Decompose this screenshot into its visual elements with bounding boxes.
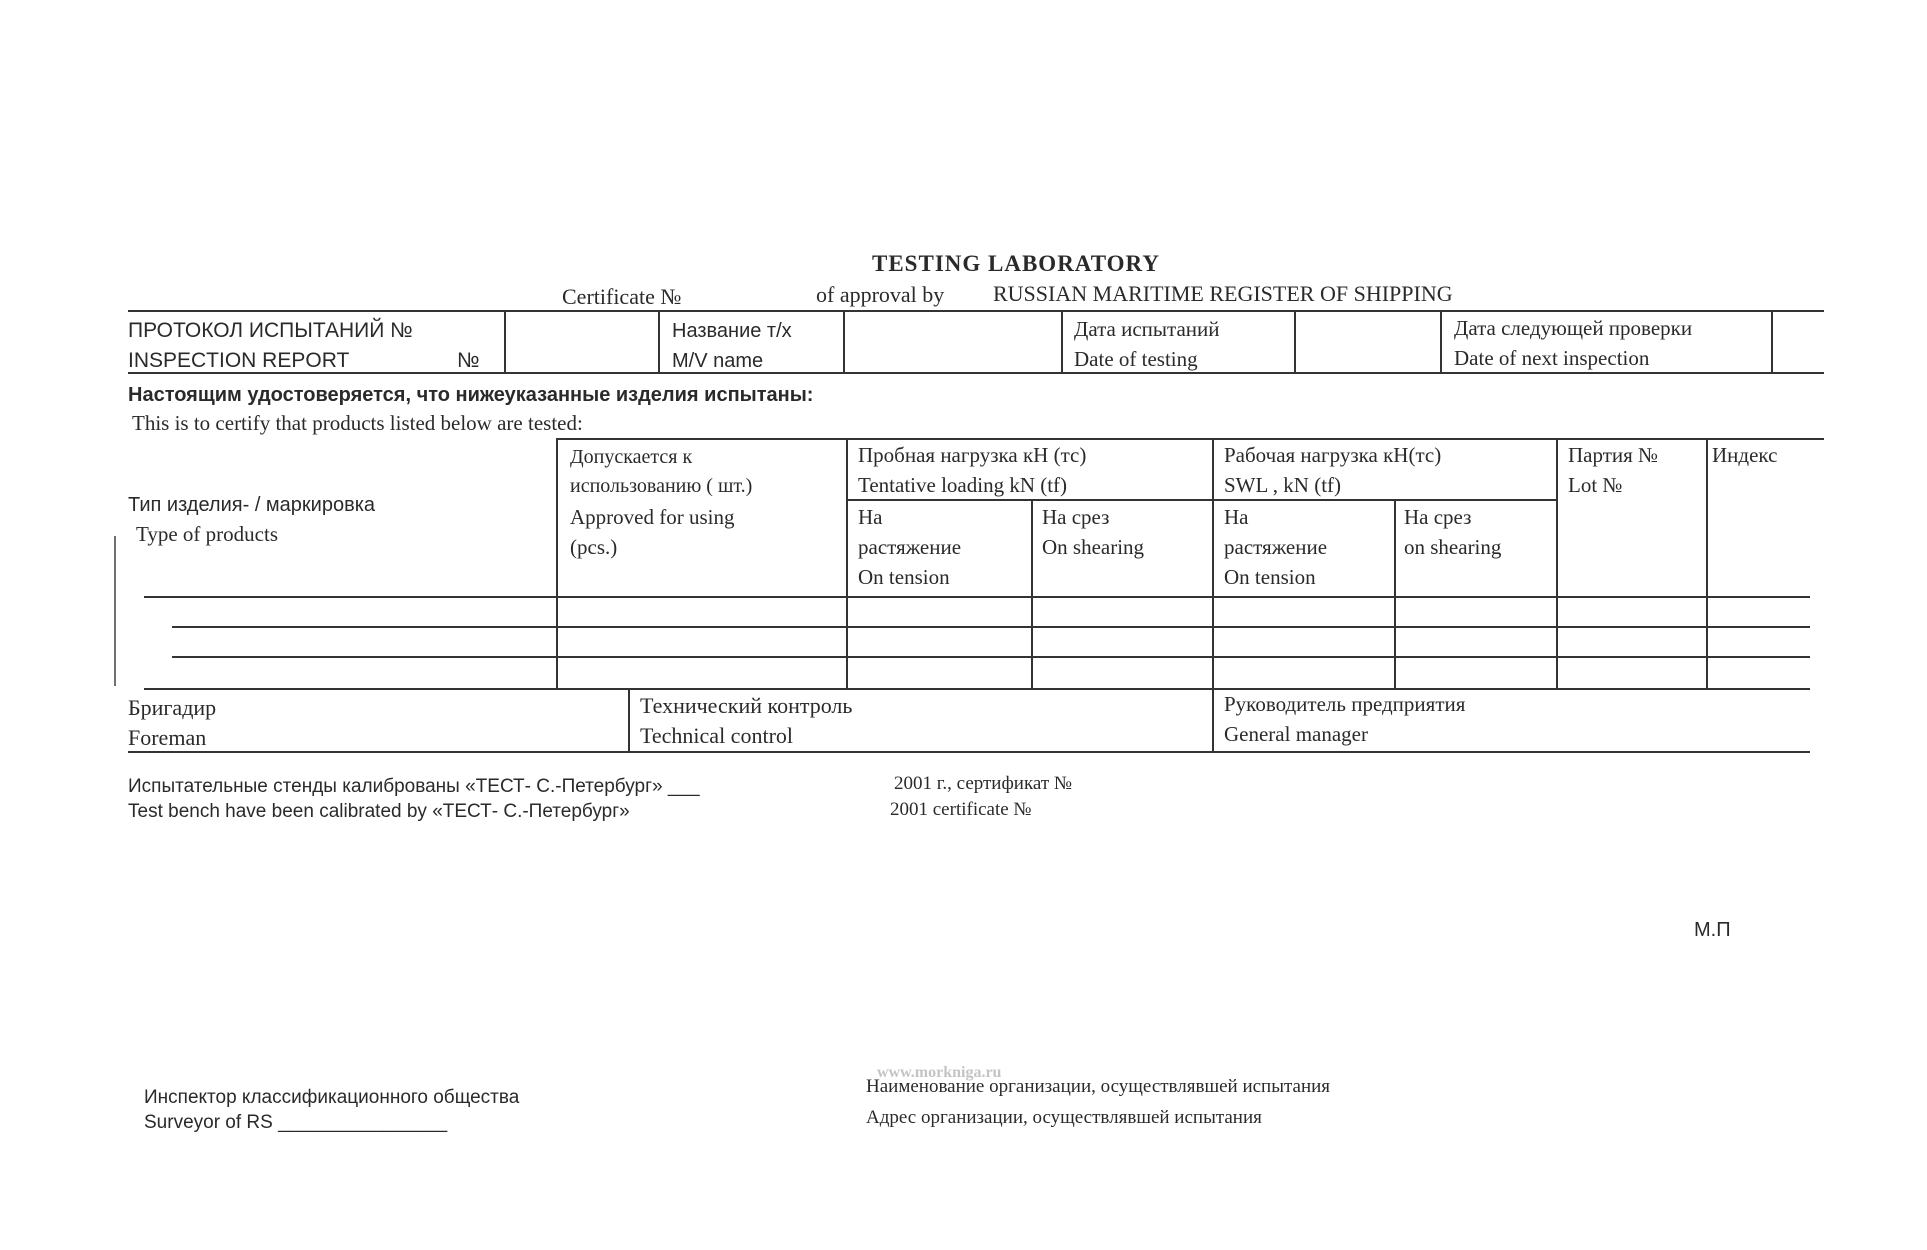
- tentative-header-ru: Пробная нагрузка кН (тс): [858, 443, 1087, 467]
- report-label-en: INSPECTION REPORT: [128, 349, 350, 372]
- top-row-divider: [1294, 312, 1296, 372]
- test-date-label-en: Date of testing: [1074, 347, 1198, 371]
- next-inspection-label-ru: Дата следующей проверки: [1454, 316, 1693, 340]
- table-column-divider: [1212, 438, 1214, 688]
- signature-divider: [1212, 690, 1214, 751]
- surveyor-label-ru: Инспектор классификационного общества: [144, 1087, 520, 1108]
- table-left-border: [114, 536, 116, 686]
- stamp-place: М.П: [1694, 919, 1731, 941]
- org-name-label: Наименование организации, осуществлявшей испытания: [866, 1076, 1331, 1097]
- type-header-en: Type of products: [136, 522, 278, 546]
- table-row-line: [172, 656, 1810, 658]
- report-label-ru: ПРОТОКОЛ ИСПЫТАНИЙ №: [128, 319, 413, 342]
- vessel-label-ru: Название т/х: [672, 320, 792, 342]
- org-address-label: Адрес организации, осуществлявшей испытания: [866, 1107, 1262, 1128]
- calibration-cert-en: 2001 certificate №: [890, 799, 1032, 820]
- tentative-shear-en: On shearing: [1042, 535, 1145, 559]
- calibration-ru: Испытательные стенды калиброваны «ТЕСТ- С.-Петербург» ___: [128, 776, 700, 797]
- approved-header-en-2: (pcs.): [570, 535, 618, 559]
- certify-ru: Настоящим удостоверяется, что нижеуказанные изделия испытаны:: [128, 384, 814, 406]
- calibration-cert-ru: 2001 г., сертификат №: [894, 773, 1073, 794]
- tech-control-label-ru: Технический контроль: [640, 693, 853, 718]
- swl-tension-en: On tension: [1224, 565, 1316, 589]
- tentative-tension-ru-2: растяжение: [858, 535, 962, 559]
- gm-label-en: General manager: [1224, 722, 1368, 746]
- table-column-divider: [1706, 438, 1708, 688]
- swl-header-en: SWL , kN (tf): [1224, 473, 1342, 497]
- top-row-upper-line: [128, 310, 1824, 312]
- tentative-tension-en: On tension: [858, 565, 950, 589]
- lot-header-ru: Партия №: [1568, 443, 1659, 467]
- tentative-tension-ru-1: На: [858, 505, 883, 529]
- signature-row-line: [128, 751, 1810, 753]
- top-row-divider: [1771, 312, 1773, 372]
- approval-label: of approval by: [816, 282, 945, 307]
- signature-divider: [628, 690, 630, 751]
- table-top-line: [556, 438, 1824, 440]
- table-header-bottom-line: [144, 596, 1810, 598]
- table-subheader-line: [846, 499, 1556, 501]
- test-date-label-ru: Дата испытаний: [1074, 317, 1220, 341]
- gm-label-ru: Руководитель предприятия: [1224, 692, 1466, 716]
- tentative-header-en: Tentative loading kN (tf): [858, 473, 1068, 497]
- top-row-divider: [658, 312, 660, 372]
- table-column-divider: [556, 438, 558, 688]
- swl-tension-ru-2: растяжение: [1224, 535, 1328, 559]
- lab-title: TESTING LABORATORY: [872, 251, 1160, 276]
- type-header-ru: Тип изделия- / маркировка: [128, 494, 376, 516]
- table-column-divider: [1031, 501, 1033, 688]
- foreman-label-ru: Бригадир: [128, 695, 217, 720]
- watermark-url: www.morkniga.ru: [877, 1064, 1002, 1081]
- calibration-en: Test bench have been calibrated by «ТЕСТ- С.-Петербург»: [128, 801, 630, 822]
- report-number-sign: №: [457, 349, 480, 372]
- register-name: RUSSIAN MARITIME REGISTER OF SHIPPING: [993, 281, 1453, 306]
- certify-en: This is to certify that products listed below are tested:: [132, 411, 583, 435]
- index-header-ru: Индекс: [1712, 443, 1778, 467]
- foreman-label-en: Foreman: [128, 725, 207, 750]
- top-row-divider: [843, 312, 845, 372]
- table-column-divider: [846, 438, 848, 688]
- table-row-line: [172, 626, 1810, 628]
- swl-shear-ru: На срез: [1404, 505, 1472, 529]
- table-column-divider: [1394, 501, 1396, 688]
- tentative-shear-ru: На срез: [1042, 505, 1110, 529]
- top-row-lower-line: [128, 372, 1824, 374]
- tech-control-label-en: Technical control: [640, 723, 794, 748]
- next-inspection-label-en: Date of next inspection: [1454, 346, 1650, 370]
- vessel-label-en: M/V name: [672, 350, 764, 372]
- table-column-divider: [1556, 438, 1558, 688]
- top-row-divider: [1440, 312, 1442, 372]
- lot-header-en: Lot №: [1568, 473, 1623, 497]
- swl-shear-en: on shearing: [1404, 535, 1502, 559]
- swl-tension-ru-1: На: [1224, 505, 1249, 529]
- approved-header-en-1: Approved for using: [570, 505, 735, 529]
- top-row-divider: [504, 312, 506, 372]
- approved-header-ru-2: использованию ( шт.): [570, 475, 753, 497]
- table-bottom-line: [144, 688, 1810, 690]
- approved-header-ru-1: Допускается к: [570, 446, 693, 468]
- swl-header-ru: Рабочая нагрузка кН(тс): [1224, 443, 1442, 467]
- certificate-label: Certificate №: [562, 284, 682, 309]
- top-row-divider: [1061, 312, 1063, 372]
- surveyor-label-en: Surveyor of RS ________________: [144, 1112, 448, 1133]
